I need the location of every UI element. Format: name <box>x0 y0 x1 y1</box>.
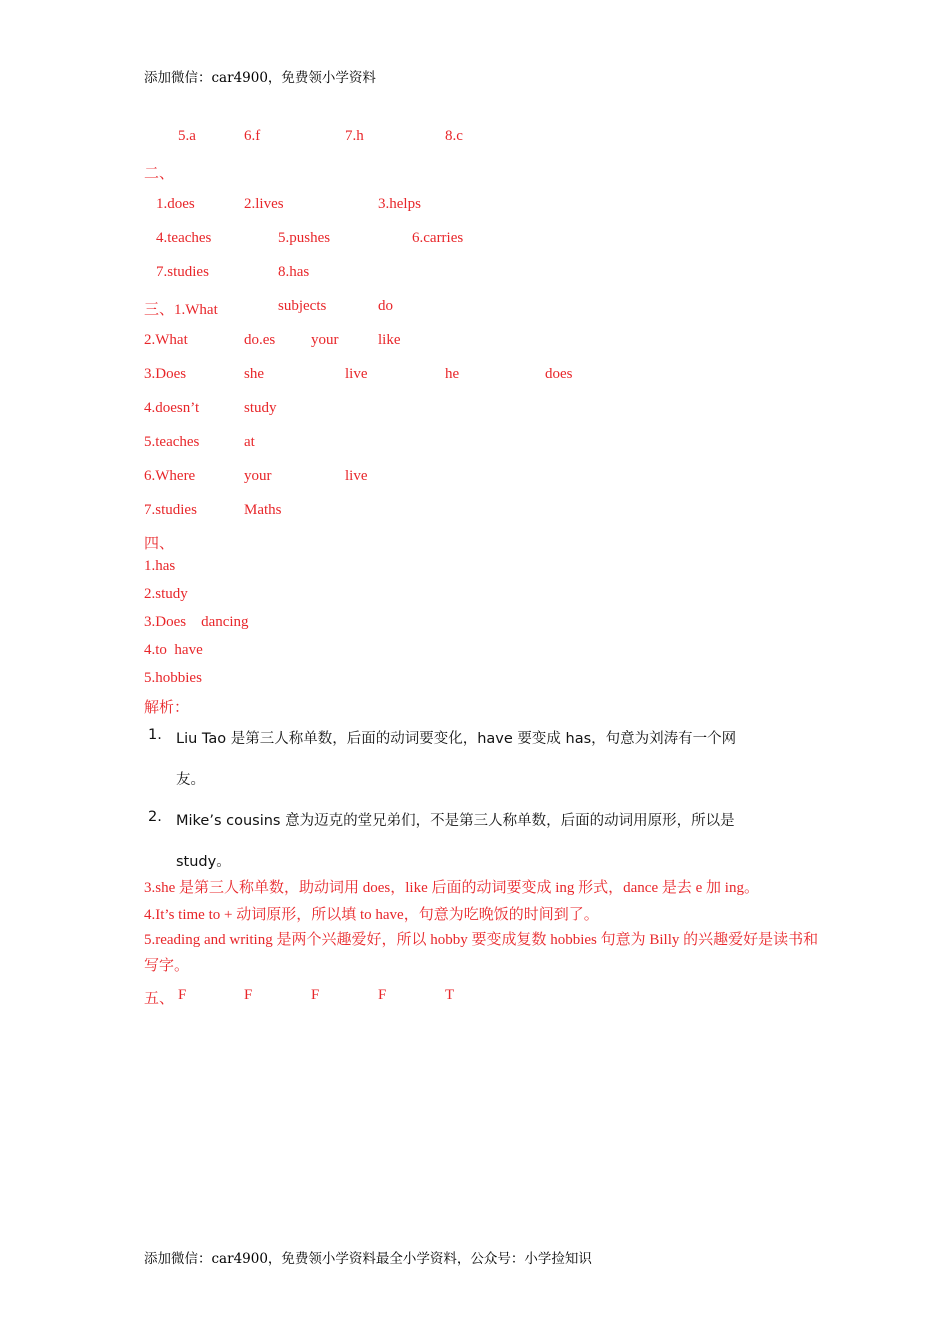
s2-answer: 2.lives <box>244 196 284 212</box>
answer-6: 6.f <box>244 128 261 144</box>
s2-answer: 8.has <box>278 264 310 280</box>
s5-answer: F <box>378 987 387 1003</box>
s5-answer: F <box>178 987 187 1003</box>
explain-2-number: 2. <box>148 809 162 825</box>
answer-8: 8.c <box>445 128 463 144</box>
s3-answer: does <box>545 366 573 382</box>
s4-answer: 1.has <box>144 558 176 574</box>
s3-answer: she <box>244 366 264 382</box>
explain-1-line-1: Liu Tao 是第三人称单数，后面的动词要变化，have 要变成 has，句意为刘涛有一个网 <box>176 731 737 747</box>
s3-answer: live <box>345 366 368 382</box>
answer-5: 5.a <box>178 128 196 144</box>
s4-answer: 5.hobbies <box>144 670 202 686</box>
answer-7: 7.h <box>345 128 364 144</box>
s3-answer: 4.doesn’t <box>144 400 200 416</box>
page-footer: 添加微信：car4900，免费领小学资料最全小学资料，公众号：小学捡知识 <box>144 1251 592 1267</box>
analysis-label: 解析： <box>144 700 190 716</box>
explain-2-line-1: Mike’s cousins 意为迈克的堂兄弟们，不是第三人称单数，后面的动词用原形，所以是 <box>176 813 735 829</box>
section-5-heading: 五、 <box>144 991 175 1007</box>
s3-answer: like <box>378 332 401 348</box>
s3-answer: 6.Where <box>144 468 196 484</box>
s3-answer: your <box>311 332 339 348</box>
explain-4: 4.It’s time to + 动词原形，所以填 to have，句意为吃晚饭的时间到了。 <box>144 907 599 923</box>
s3-answer: your <box>244 468 272 484</box>
s3-answer: at <box>244 434 255 450</box>
s3-answer: do <box>378 298 393 314</box>
section-2-heading: 二、 <box>144 166 175 182</box>
s2-answer: 7.studies <box>156 264 209 280</box>
s5-answer: F <box>311 987 320 1003</box>
s3-answer: study <box>244 400 277 416</box>
explain-1-line-2: 友。 <box>176 772 205 788</box>
s3-answer: 5.teaches <box>144 434 200 450</box>
explain-5: 5.reading and writing 是两个兴趣爱好，所以 hobby 要变成复数 hobbies 句意为 Billy 的兴趣爱好是读书和写字。 <box>144 932 819 974</box>
s3-answer: 三、1.What <box>144 302 218 318</box>
section-4-heading: 四、 <box>144 536 175 552</box>
explain-2-line-2: study。 <box>176 854 231 870</box>
s3-answer: subjects <box>278 298 327 314</box>
s3-answer: 2.What <box>144 332 188 348</box>
s2-answer: 4.teaches <box>156 230 212 246</box>
s5-answer: F <box>244 987 253 1003</box>
s3-answer: 7.studies <box>144 502 197 518</box>
explain-1-number: 1. <box>148 727 162 743</box>
s4-answer: 2.study <box>144 586 188 602</box>
s4-answer: 4.to have <box>144 642 203 658</box>
s2-answer: 3.helps <box>378 196 421 212</box>
s2-answer: 5.pushes <box>278 230 331 246</box>
s3-answer: 3.Does <box>144 366 187 382</box>
s4-answer: 3.Does dancing <box>144 614 249 630</box>
s3-answer: he <box>445 366 460 382</box>
s3-answer: do.es <box>244 332 276 348</box>
page-header: 添加微信：car4900，免费领小学资料 <box>144 70 376 86</box>
explain-3: 3.she 是第三人称单数，助动词用 does，like 后面的动词要变成 ing 形式，dance 是去 e 加 ing。 <box>144 880 759 896</box>
s3-answer: live <box>345 468 368 484</box>
s2-answer: 6.carries <box>412 230 464 246</box>
s2-answer: 1.does <box>156 196 195 212</box>
s5-answer: T <box>445 987 455 1003</box>
s3-answer: Maths <box>244 502 282 518</box>
